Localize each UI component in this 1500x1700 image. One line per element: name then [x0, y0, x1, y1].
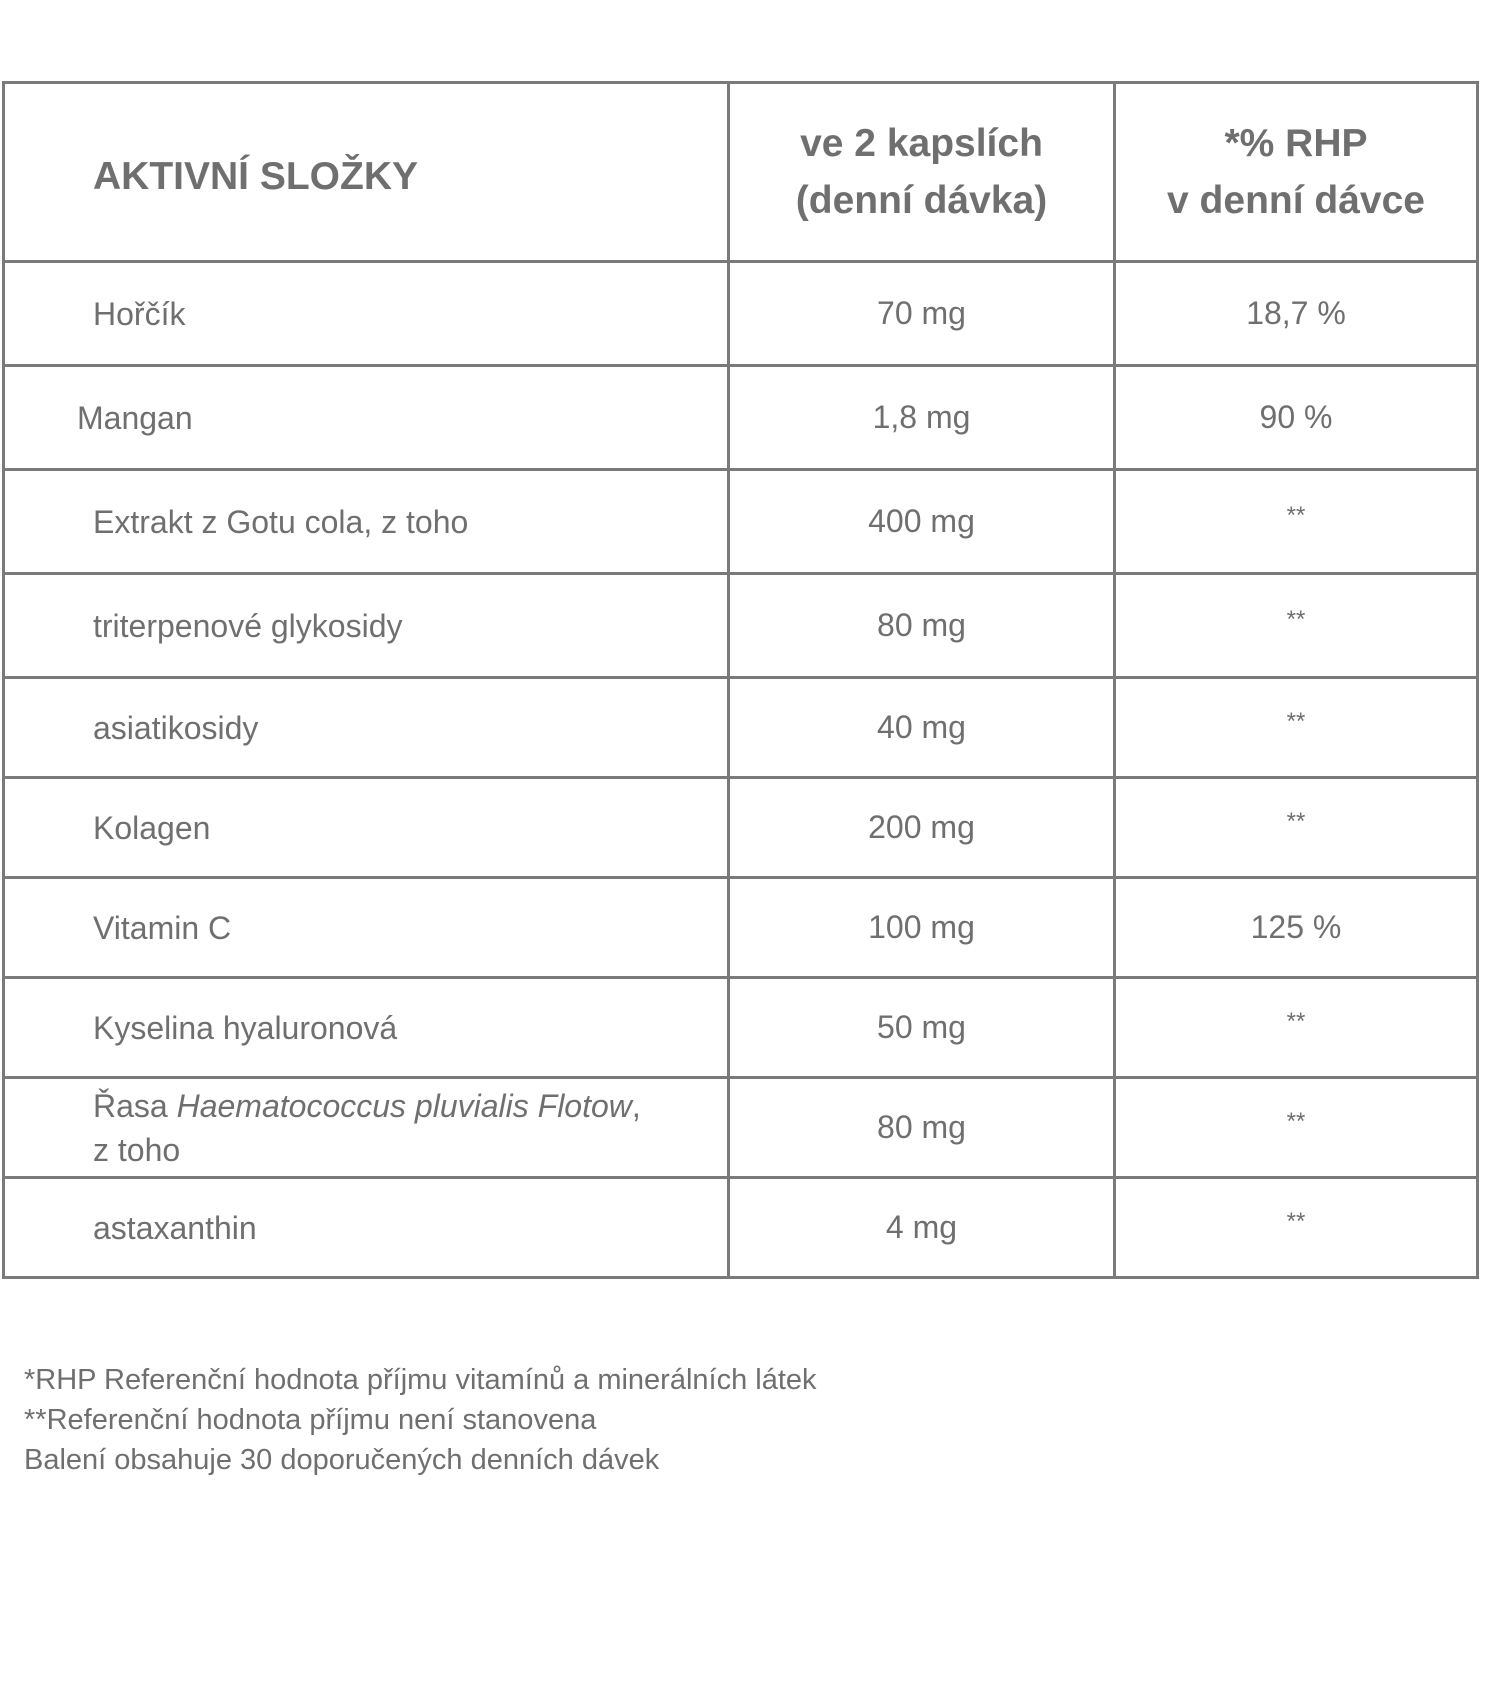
ingredient-amount: 80 mg	[729, 574, 1115, 678]
ingredient-rhp	[1115, 1178, 1478, 1278]
header-amount-line2: (denní dávka)	[795, 179, 1048, 222]
rhp-value: **	[1286, 1007, 1306, 1035]
ingredient-amount: 40 mg	[729, 678, 1115, 778]
ingredient-name: Extrakt z Gotu cola, z toho	[4, 470, 729, 574]
ingredient-rhp	[1115, 978, 1478, 1078]
header-rhp-line2: v denní dávce	[1167, 179, 1425, 222]
header-amount	[729, 83, 1115, 262]
ingredient-name: Mangan	[4, 366, 729, 470]
table-row	[4, 678, 1478, 778]
ingredient-rhp	[1115, 470, 1478, 574]
ingredient-rhp: 125 %	[1115, 878, 1478, 978]
footnote-not-established: **Referenční hodnota příjmu není stanovena	[24, 1404, 597, 1436]
table-row	[4, 778, 1478, 878]
ingredient-amount: 50 mg	[729, 978, 1115, 1078]
ingredient-amount: 400 mg	[729, 470, 1115, 574]
name-suffix: ,	[631, 1087, 641, 1124]
ingredient-name: Kolagen	[4, 778, 729, 878]
rhp-value: **	[1286, 1207, 1306, 1235]
ingredient-name: Vitamin C	[4, 878, 729, 978]
name-species: Haematococcus pluvialis Flotow	[176, 1087, 632, 1124]
ingredient-rhp	[1115, 678, 1478, 778]
rhp-value: **	[1286, 501, 1306, 529]
ingredient-name: astaxanthin	[4, 1178, 729, 1278]
name-line2: z toho	[93, 1131, 181, 1168]
rhp-value: **	[1286, 1107, 1306, 1135]
ingredient-amount: 4 mg	[729, 1178, 1115, 1278]
ingredient-rhp: 18,7 %	[1115, 262, 1478, 366]
ingredient-amount: 80 mg	[729, 1078, 1115, 1178]
footnote-rhp: *RHP Referenční hodnota příjmu vitamínů a minerálních látek	[24, 1364, 817, 1396]
ingredient-name: Kyselina hyaluronová	[4, 978, 729, 1078]
ingredient-name: asiatikosidy	[4, 678, 729, 778]
header-amount-line1: ve 2 kapslích	[800, 122, 1043, 165]
active-ingredients-table	[2, 81, 1479, 1279]
table-row	[4, 878, 1478, 978]
rhp-value: **	[1286, 605, 1306, 633]
header-ingredient: AKTIVNÍ SLOŽKY	[4, 83, 729, 262]
name-prefix: Řasa	[93, 1087, 177, 1124]
footnotes	[24, 1360, 817, 1480]
ingredient-amount: 70 mg	[729, 262, 1115, 366]
ingredient-rhp	[1115, 574, 1478, 678]
header-rhp-line1: *% RHP	[1224, 122, 1368, 165]
ingredient-name: Hořčík	[4, 262, 729, 366]
table-row	[4, 978, 1478, 1078]
table-row	[4, 1078, 1478, 1178]
nutrition-table-container	[2, 81, 1476, 1279]
ingredient-name	[4, 1078, 729, 1178]
ingredient-amount: 100 mg	[729, 878, 1115, 978]
ingredient-amount: 1,8 mg	[729, 366, 1115, 470]
header-rhp	[1115, 83, 1478, 262]
table-row	[4, 262, 1478, 366]
table-row	[4, 574, 1478, 678]
table-row	[4, 1178, 1478, 1278]
table-row	[4, 470, 1478, 574]
rhp-value: **	[1286, 707, 1306, 735]
ingredient-rhp: 90 %	[1115, 366, 1478, 470]
rhp-value: **	[1286, 807, 1306, 835]
footnote-package: Balení obsahuje 30 doporučených denních dávek	[24, 1444, 660, 1476]
ingredient-rhp	[1115, 1078, 1478, 1178]
ingredient-amount: 200 mg	[729, 778, 1115, 878]
ingredient-rhp	[1115, 778, 1478, 878]
table-row	[4, 366, 1478, 470]
table-header-row	[4, 83, 1478, 262]
ingredient-name: triterpenové glykosidy	[4, 574, 729, 678]
